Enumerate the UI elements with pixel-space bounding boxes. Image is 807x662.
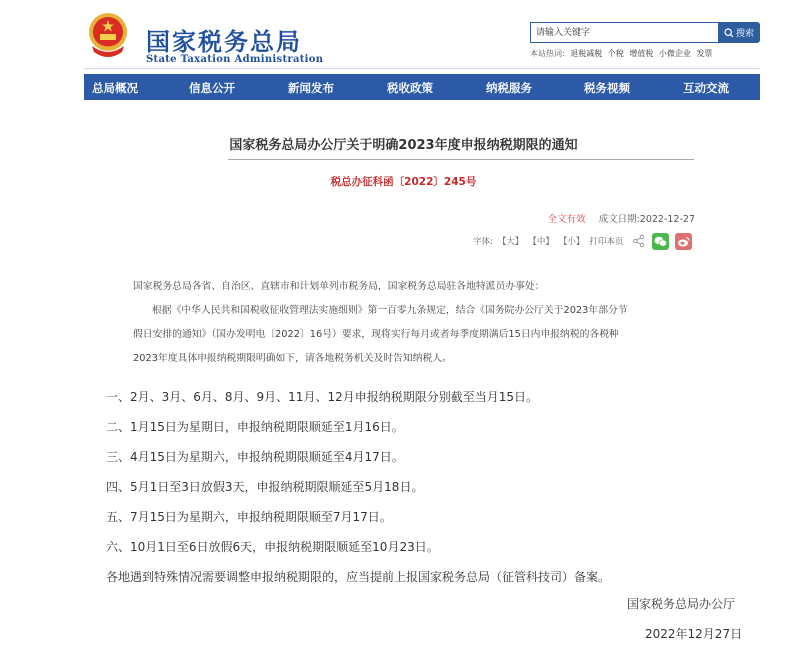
signature-date: 2022年12月27日: [645, 627, 743, 641]
font-large-button[interactable]: 【大】: [497, 237, 524, 247]
hotwords-label: 本站热词:: [530, 49, 565, 58]
deadline-item: 四、5月1日至3日放假3天，申报纳税期限顺延至5月18日。: [106, 480, 424, 494]
addressee: 国家税务总局各省、自治区、直辖市和计划单列市税务局，国家税务总局驻各地特派员办事处：: [133, 281, 545, 292]
validity-status: 全文有效: [547, 214, 586, 225]
font-size-label: 字体:: [473, 237, 493, 247]
weibo-share-button[interactable]: [675, 233, 692, 250]
issue-date: 2022-12-27: [639, 214, 695, 225]
hot-keywords: [530, 48, 715, 59]
nav-item-info-disclosure[interactable]: 信息公开: [189, 81, 235, 95]
weibo-icon: [677, 236, 690, 247]
deadline-item: 五、7月15日为星期六，申报纳税期限顺至7月17日。: [106, 510, 392, 524]
wechat-share-button[interactable]: [652, 233, 669, 250]
deadline-item: 三、4月15日为星期六，申报纳税期限顺延至4月17日。: [106, 450, 404, 464]
nav-item-tax-video[interactable]: 税务视频: [584, 81, 630, 95]
print-button[interactable]: 打印本页: [589, 237, 624, 247]
deadline-item: 二、1月15日为星期日，申报纳税期限顺延至1月16日。: [106, 420, 404, 434]
search-button-label: 搜索: [735, 28, 754, 38]
national-emblem-icon: [86, 12, 130, 60]
signature-organization: 国家税务总局办公厅: [627, 597, 736, 611]
nav-item-tax-policy[interactable]: 税收政策: [387, 81, 433, 95]
document-number: 税总办征科函〔2022〕245号: [330, 176, 477, 188]
search-box: [530, 22, 760, 43]
search-input[interactable]: [530, 22, 718, 43]
hotword-link[interactable]: 退税减税: [570, 49, 603, 58]
nav-item-interaction[interactable]: 互动交流: [683, 81, 729, 95]
header-divider: [84, 68, 760, 69]
deadline-item: 六、10月1日至6日放假6天，申报纳税期限顺延至10月23日。: [106, 540, 439, 554]
nav-item-news[interactable]: 新闻发布: [288, 81, 334, 95]
body-paragraph-line: 假日安排的通知》（国办发明电〔2022〕16号）要求，现将实行每月或者每季度期满后15日内申报纳税的各税种: [133, 329, 619, 340]
article-tools: [473, 232, 692, 250]
title-divider: [228, 159, 694, 160]
body-paragraph-line: 根据《中华人民共和国税收征收管理法实施细则》第一百零九条规定，结合《国务院办公厅关于2023年部分节: [152, 305, 628, 316]
hotword-link[interactable]: 增值税: [629, 49, 654, 58]
hotword-link[interactable]: 小微企业: [658, 49, 691, 58]
article-title: 国家税务总局办公厅关于明确2023年度申报纳税期限的通知: [229, 138, 578, 153]
issue-date-label: 成文日期:: [598, 214, 640, 225]
hotword-link[interactable]: 发票: [696, 49, 713, 58]
share-icon[interactable]: [632, 234, 646, 248]
body-paragraph-line: 2023年度具体申报纳税期限明确如下，请各地税务机关及时告知纳税人。: [133, 353, 452, 364]
closing-note: 各地遇到特殊情况需要调整申报纳税期限的，应当提前上报国家税务总局（征管科技司）备案。: [106, 570, 611, 584]
font-small-button[interactable]: 【小】: [558, 237, 585, 247]
article-meta: [548, 211, 695, 225]
search-button[interactable]: [718, 22, 760, 43]
search-icon: [724, 28, 734, 38]
nav-item-overview[interactable]: 总局概况: [92, 81, 138, 95]
wechat-icon: [654, 236, 667, 247]
deadline-item: 一、2月、3月、6月、8月、9月、11月、12月申报纳税期限分别截至当月15日。: [106, 390, 538, 404]
logo-title-cn[interactable]: 国家税务总局: [146, 28, 302, 56]
hotword-link[interactable]: 个税: [607, 49, 624, 58]
main-nav: [84, 74, 760, 100]
font-medium-button[interactable]: 【中】: [528, 237, 554, 247]
logo-title-en: State Taxation Administration: [146, 54, 324, 65]
nav-item-taxpayer-service[interactable]: 纳税服务: [486, 81, 532, 95]
